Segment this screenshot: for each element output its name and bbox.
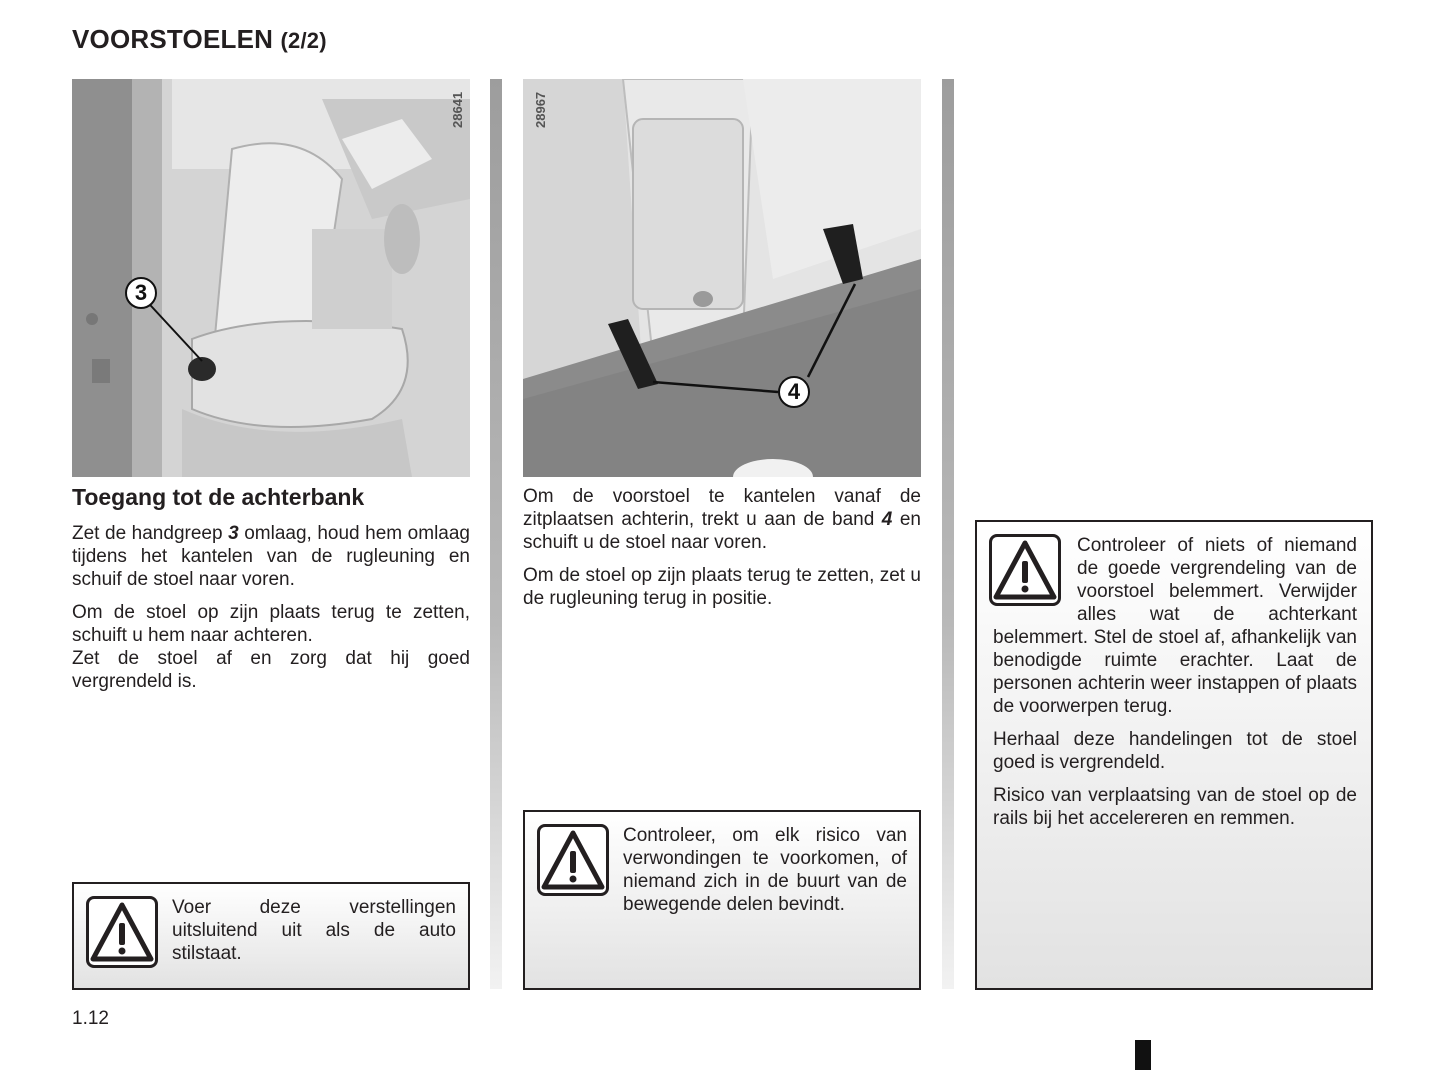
page-title-main: VOORSTOELEN [72,24,274,54]
column-divider-2 [942,79,954,989]
warning-3-paragraph-1: Controleer of niets of niemand de goede vergrendeling van de voorstoel belemmert. Verwijder alles wat de achterkant belemmert. Stel de stoel af, afhankelijk van benodigde ruimte erachter. Laat de personen achterin weer instappen of plaats de voorwerpen terug. [993,535,1357,717]
warning-text-3 [993,534,1357,830]
rear-seat-strap-photo [523,79,921,477]
page-title-part: (2/2) [280,28,327,53]
warning-3-paragraph-3: Risico van verplaatsing van de stoel op de rails bij het accelereren en remmen. [993,785,1357,829]
photo-reference-number: 28967 [533,91,548,128]
column1-paragraph-2: Om de stoel op zijn plaats terug te zetten, schuift u hem naar achteren. Zet de stoel af en zorg dat hij goed vergrendeld is. [72,602,470,692]
page-title [72,24,327,55]
callout-3: 3 [125,277,157,309]
warning-3-paragraph-2: Herhaal deze handelingen tot de stoel goed is vergrendeld. [993,729,1357,773]
warning-triangle-icon [537,824,609,896]
column2-body [523,485,921,620]
callout-ref-3: 3 [228,523,239,544]
column2-paragraph-1: Om de voorstoel te kantelen vanaf de zitplaatsen achterin, trekt u aan de band 4 en schuift u de stoel naar voren. [523,486,922,553]
warning-text-2: Controleer, om elk risico van verwondingen te voorkomen, of niemand zich in de buurt van de bewegende delen bevindt. [623,825,907,915]
front-seat-photo [72,79,470,477]
warning-box-3 [975,520,1373,990]
column-divider-1 [490,79,502,989]
section-heading: Toegang tot de achterbank [72,484,365,510]
column1-paragraph-1: Zet de handgreep 3 omlaag, houd hem omlaag tijdens het kantelen van de rugleuning en schuif de stoel naar voren. [72,523,470,590]
page-number: 1.12 [72,1008,109,1029]
warning-box-1 [72,882,470,990]
callout-4: 4 [778,376,810,408]
callout-ref-4: 4 [881,509,893,530]
warning-triangle-icon [86,896,158,968]
warning-text-1: Voer deze verstellingen uitsluitend uit als de auto stilstaat. [172,897,456,964]
column1-body [72,522,470,703]
column2-paragraph-2: Om de stoel op zijn plaats terug te zetten, zet u de rugleuning terug in positie. [523,565,921,609]
page-edge-marker [1135,1040,1151,1070]
warning-box-2 [523,810,921,990]
photo-reference-number: 28641 [450,91,465,128]
